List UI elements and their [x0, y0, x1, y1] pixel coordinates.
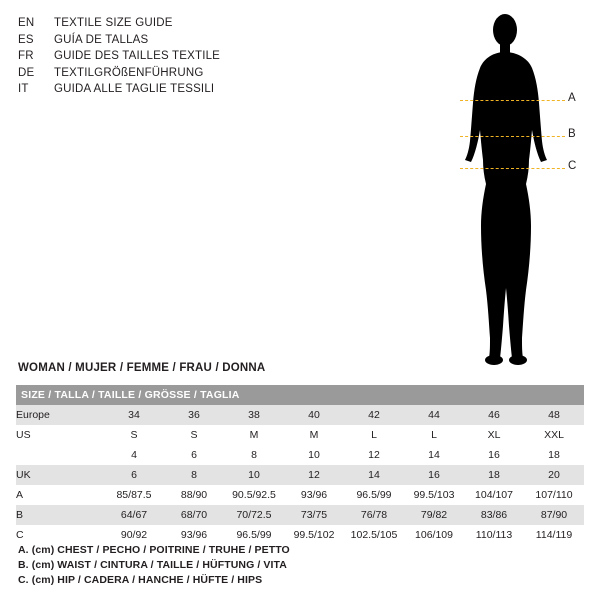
- hip-measure-line: [460, 168, 565, 169]
- cell: 8: [164, 465, 224, 485]
- cell: 102.5/105: [344, 525, 404, 545]
- cell: 106/109: [404, 525, 464, 545]
- cell: 10: [284, 445, 344, 465]
- cell: 10: [224, 465, 284, 485]
- cell: 107/110: [524, 485, 584, 505]
- table-row: [16, 465, 584, 485]
- cell: 85/87.5: [104, 485, 164, 505]
- measurement-legend: [18, 543, 290, 588]
- row-label: C: [16, 525, 104, 545]
- waist-measure-line: [460, 136, 565, 137]
- cell: 64/67: [104, 505, 164, 525]
- language-code: FR: [18, 50, 34, 62]
- cell: L: [404, 425, 464, 445]
- cell: 38: [224, 405, 284, 425]
- language-code: ES: [18, 33, 34, 46]
- cell: 16: [464, 445, 524, 465]
- size-table: [16, 385, 584, 545]
- language-list: [18, 15, 220, 98]
- chest-measure-line: [460, 100, 565, 101]
- table-row: [16, 505, 584, 525]
- language-row-fr: [18, 48, 220, 65]
- language-code: DE: [18, 66, 35, 79]
- cell: 40: [284, 405, 344, 425]
- language-text: GUIDE DES TAILLES TEXTILE: [54, 50, 221, 62]
- row-label: B: [16, 505, 104, 525]
- hip-measure-label: C: [568, 160, 577, 172]
- legend-line-c: C. (cm) HIP / CADERA / HANCHE / HÜFTE / HIPS: [18, 574, 263, 586]
- cell: 14: [344, 465, 404, 485]
- table-header-row: [16, 385, 584, 405]
- cell: 104/107: [464, 485, 524, 505]
- cell: 14: [404, 445, 464, 465]
- cell: 87/90: [524, 505, 584, 525]
- cell: 96.5/99: [224, 525, 284, 545]
- cell: 44: [404, 405, 464, 425]
- cell: 99.5/103: [404, 485, 464, 505]
- language-code: IT: [18, 83, 29, 95]
- cell: 79/82: [404, 505, 464, 525]
- chest-measure-label: A: [568, 92, 576, 104]
- cell: 88/90: [164, 485, 224, 505]
- language-row-en: [18, 15, 220, 32]
- language-code: EN: [18, 17, 35, 29]
- cell: 93/96: [284, 485, 344, 505]
- cell: M: [224, 425, 284, 445]
- language-text: GUIDA ALLE TAGLIE TESSILI: [54, 83, 215, 95]
- cell: 12: [284, 465, 344, 485]
- cell: 6: [164, 445, 224, 465]
- cell: 4: [104, 445, 164, 465]
- cell: XXL: [524, 425, 584, 445]
- cell: 18: [524, 445, 584, 465]
- cell: 16: [404, 465, 464, 485]
- language-row-it: [18, 81, 220, 98]
- section-title: WOMAN / MUJER / FEMME / FRAU / DONNA: [18, 362, 266, 374]
- language-row-de: [18, 65, 220, 82]
- language-text: GUÍA DE TALLAS: [54, 33, 149, 46]
- row-label: [16, 445, 104, 465]
- language-row-es: [18, 32, 220, 49]
- cell: 8: [224, 445, 284, 465]
- legend-line-a: A. (cm) CHEST / PECHO / POITRINE / TRUHE / PETTO: [18, 544, 290, 556]
- table-row: [16, 525, 584, 545]
- cell: 114/119: [524, 525, 584, 545]
- cell: 46: [464, 405, 524, 425]
- cell: 70/72.5: [224, 505, 284, 525]
- cell: S: [104, 425, 164, 445]
- cell: 18: [464, 465, 524, 485]
- language-text: TEXTILGRÖßENFÜHRUNG: [54, 66, 204, 79]
- cell: 20: [524, 465, 584, 485]
- row-label: UK: [16, 465, 104, 485]
- row-label: US: [16, 425, 104, 445]
- table-row: [16, 485, 584, 505]
- table-row: [16, 405, 584, 425]
- cell: 90.5/92.5: [224, 485, 284, 505]
- cell: S: [164, 425, 224, 445]
- cell: 34: [104, 405, 164, 425]
- cell: 93/96: [164, 525, 224, 545]
- cell: 110/113: [464, 525, 524, 545]
- cell: 90/92: [104, 525, 164, 545]
- cell: 6: [104, 465, 164, 485]
- table-row: [16, 445, 584, 465]
- cell: 76/78: [344, 505, 404, 525]
- legend-line-b: B. (cm) WAIST / CINTURA / TAILLE / HÜFTUNG / VITA: [18, 559, 287, 571]
- female-body-silhouette: [420, 8, 590, 368]
- cell: 73/75: [284, 505, 344, 525]
- row-label: A: [16, 485, 104, 505]
- cell: XL: [464, 425, 524, 445]
- cell: 36: [164, 405, 224, 425]
- cell: 48: [524, 405, 584, 425]
- row-label: Europe: [16, 405, 104, 425]
- cell: L: [344, 425, 404, 445]
- cell: 99.5/102: [284, 525, 344, 545]
- cell: 12: [344, 445, 404, 465]
- cell: 96.5/99: [344, 485, 404, 505]
- cell: 83/86: [464, 505, 524, 525]
- waist-measure-label: B: [568, 128, 576, 140]
- table-row: [16, 425, 584, 445]
- table-header-label: SIZE / TALLA / TAILLE / GRÖSSE / TAGLIA: [16, 385, 584, 405]
- cell: 68/70: [164, 505, 224, 525]
- language-text: TEXTILE SIZE GUIDE: [54, 17, 173, 29]
- cell: M: [284, 425, 344, 445]
- cell: 42: [344, 405, 404, 425]
